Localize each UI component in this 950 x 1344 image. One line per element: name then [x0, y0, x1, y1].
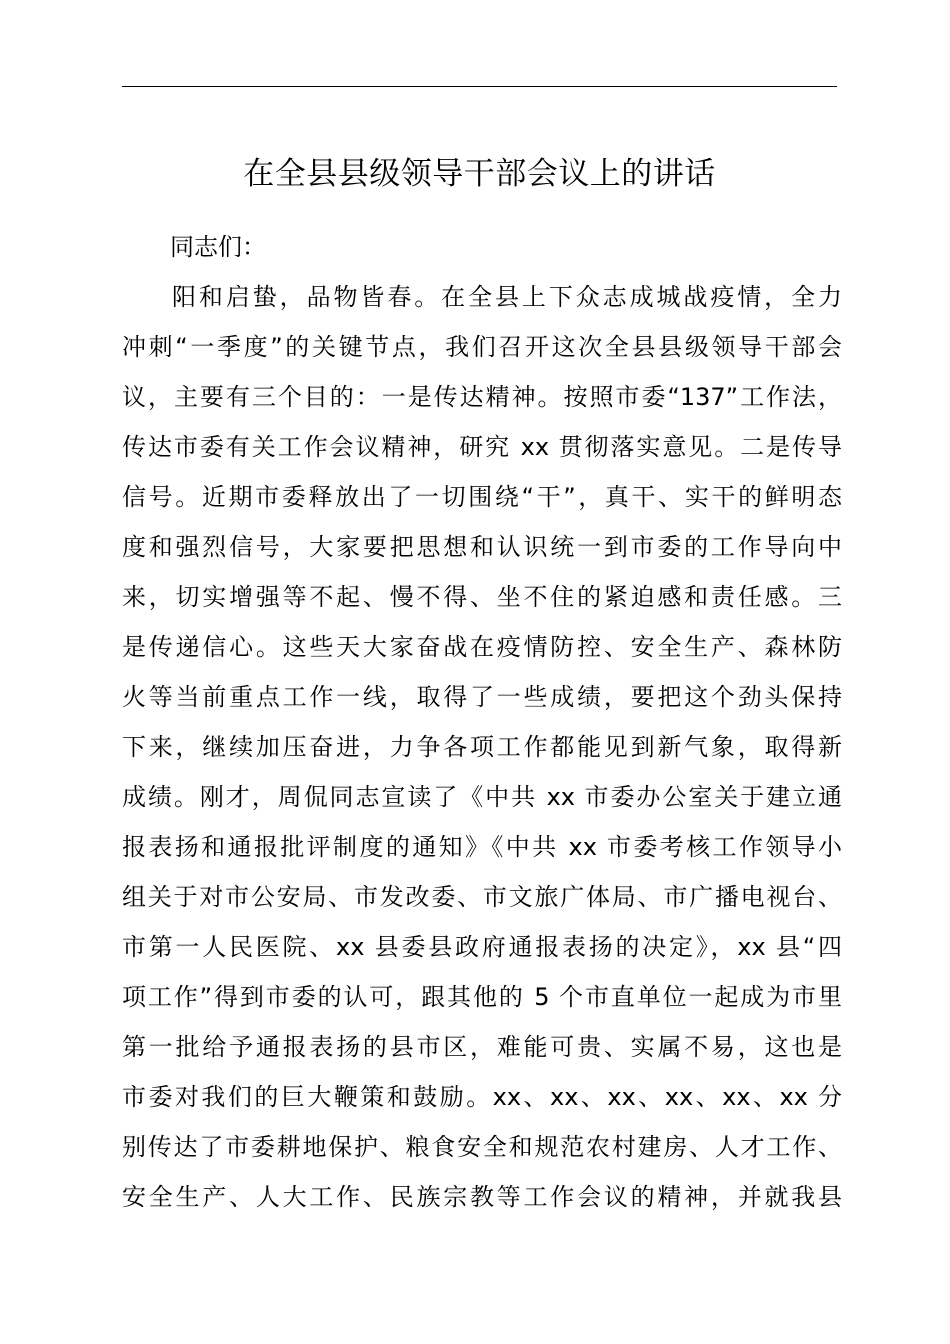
body-line: 报表扬和通报批评制度的通知》《中共 xx 市委考核工作领导小	[122, 833, 842, 861]
body-line: 成绩。刚才，周侃同志宣读了《中共 xx 市委办公室关于建立通	[122, 783, 842, 811]
body-paragraph	[122, 272, 842, 1222]
body-line: 组关于对市公安局、市发改委、市文旅广体局、市广播电视台、	[122, 883, 842, 911]
body-line: 冲刺“一季度”的关键节点，我们召开这次全县县级领导干部会	[122, 333, 842, 361]
body-line: 下来，继续加压奋进，力争各项工作都能见到新气象，取得新	[122, 733, 842, 761]
body-line: 安全生产、人大工作、民族宗教等工作会议的精神，并就我县	[122, 1183, 842, 1211]
salutation: 同志们：	[170, 233, 266, 261]
body-line: 是传递信心。这些天大家奋战在疫情防控、安全生产、森林防	[122, 633, 842, 661]
body-line: 度和强烈信号，大家要把思想和认识统一到市委的工作导向中	[122, 533, 842, 561]
body-line: 议，主要有三个目的：一是传达精神。按照市委“137”工作法，	[122, 383, 842, 411]
body-line: 市第一人民医院、xx 县委县政府通报表扬的决定》，xx 县“四	[122, 933, 842, 961]
body-line: 别传达了市委耕地保护、粮食安全和规范农村建房、人才工作、	[122, 1133, 842, 1161]
body-line: 项工作”得到市委的认可，跟其他的 5 个市直单位一起成为市里	[122, 983, 842, 1011]
body-line: 市委对我们的巨大鞭策和鼓励。xx、xx、xx、xx、xx、xx 分	[122, 1083, 842, 1111]
body-line: 信号。近期市委释放出了一切围绕“干”，真干、实干的鲜明态	[122, 483, 842, 511]
document-title: 在全县县级领导干部会议上的讲话	[243, 156, 716, 192]
header-rule	[122, 86, 837, 87]
body-line: 阳和启蛰，品物皆春。在全县上下众志成城战疫情，全力	[172, 283, 842, 311]
body-line: 第一批给予通报表扬的县市区，难能可贵、实属不易，这也是	[122, 1033, 842, 1061]
body-line: 传达市委有关工作会议精神，研究 xx 贯彻落实意见。二是传导	[122, 433, 842, 461]
body-line: 来，切实增强等不起、慢不得、坐不住的紧迫感和责任感。三	[122, 583, 842, 611]
body-line: 火等当前重点工作一线，取得了一些成绩，要把这个劲头保持	[122, 683, 842, 711]
